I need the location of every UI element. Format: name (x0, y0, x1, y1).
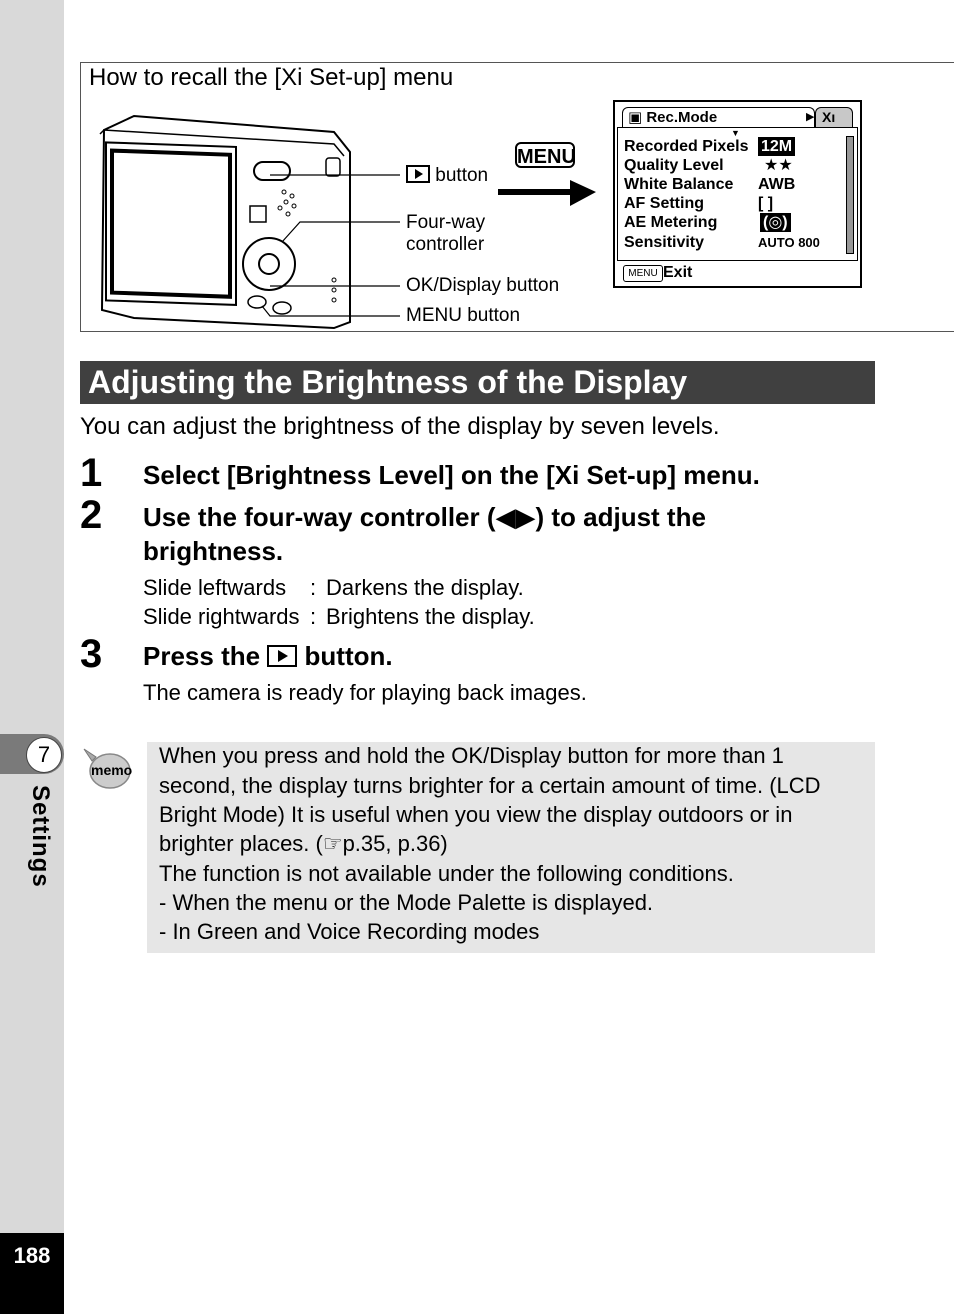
step-text: Use the four-way controller (◀▶) to adjust the (143, 502, 706, 532)
lcd-row-label: AE Metering (624, 214, 718, 231)
lcd-row-value: AUTO 800 (758, 235, 820, 250)
lcd-exit-label: Exit (663, 264, 693, 281)
lcd-row-value: [ ] (758, 195, 774, 212)
step-text: Select [Brightness Level] on the [Xi Set-up] menu. (143, 460, 760, 490)
step-text: brightness. (143, 536, 284, 566)
step-note: The camera is ready for playing back images. (143, 680, 587, 705)
memo-icon (80, 745, 132, 791)
four-way-label-2: controller (406, 234, 485, 255)
play-button-label: button (406, 165, 488, 187)
lcd-row-value: ★★ (764, 157, 793, 174)
slide-separator: : (310, 604, 317, 629)
step-number: 3 (80, 632, 103, 676)
memo-line: second, the display turns brighter for a certain amount of time. (LCD (159, 773, 821, 798)
step-text: Press the button. (143, 641, 393, 671)
lcd-row-value: 12M (758, 137, 795, 156)
lcd-tab-label: ▣ Rec.Mode (628, 109, 718, 126)
lcd-row-label: AF Setting (624, 195, 704, 212)
slide-label: Slide leftwards (143, 575, 287, 600)
slide-description: Darkens the display. (326, 575, 524, 600)
slide-description: Brightens the display. (326, 604, 535, 629)
lcd-tab-arrow-icon: ▶ (806, 111, 815, 123)
step-number: 2 (80, 493, 103, 537)
ok-display-label: OK/Display button (406, 275, 560, 296)
memo-line: - When the menu or the Mode Palette is displayed. (159, 890, 654, 915)
memo-line: brighter places. (☞p.35, p.36) (159, 831, 448, 856)
slide-separator: : (310, 575, 317, 600)
memo-icon-label: memo (91, 762, 132, 778)
lcd-row-label: Quality Level (624, 157, 724, 174)
memo-line: Bright Mode) It is useful when you view the display outdoors or in (159, 802, 793, 827)
lcd-scrollbar (846, 136, 854, 254)
arrow-right-icon (498, 178, 598, 208)
intro-text: You can adjust the brightness of the display by seven levels. (80, 413, 720, 440)
recall-title: How to recall the [Xi Set-up] menu (89, 64, 454, 91)
down-arrow-icon: ▼ (731, 128, 740, 138)
lcd-menu-badge: MENU (623, 265, 663, 282)
lcd-row-value: (◎) (760, 213, 791, 232)
lcd-row-value: AWB (758, 176, 796, 193)
slide-label: Slide rightwards (143, 604, 300, 629)
chapter-number: 7 (26, 737, 62, 773)
page-number: 188 (13, 1243, 51, 1268)
lcd-row-label: Sensitivity (624, 234, 705, 251)
memo-line: When you press and hold the OK/Display button for more than 1 (159, 743, 784, 768)
menu-key-icon: MENU (515, 142, 575, 168)
wrench-icon: Χı (822, 109, 836, 125)
lcd-row-label: White Balance (624, 176, 734, 193)
playback-icon (406, 165, 430, 183)
memo-line: - In Green and Voice Recording modes (159, 919, 540, 944)
chapter-label: Settings (27, 785, 54, 888)
menu-button-label: MENU button (406, 305, 521, 326)
four-way-label-1: Four-way (406, 212, 486, 233)
memo-line: The function is not available under the following conditions. (159, 861, 734, 886)
playback-icon (267, 645, 297, 667)
step-number: 1 (80, 451, 103, 495)
lcd-row-label: Recorded Pixels (624, 138, 749, 155)
section-title: Adjusting the Brightness of the Display (88, 364, 688, 400)
